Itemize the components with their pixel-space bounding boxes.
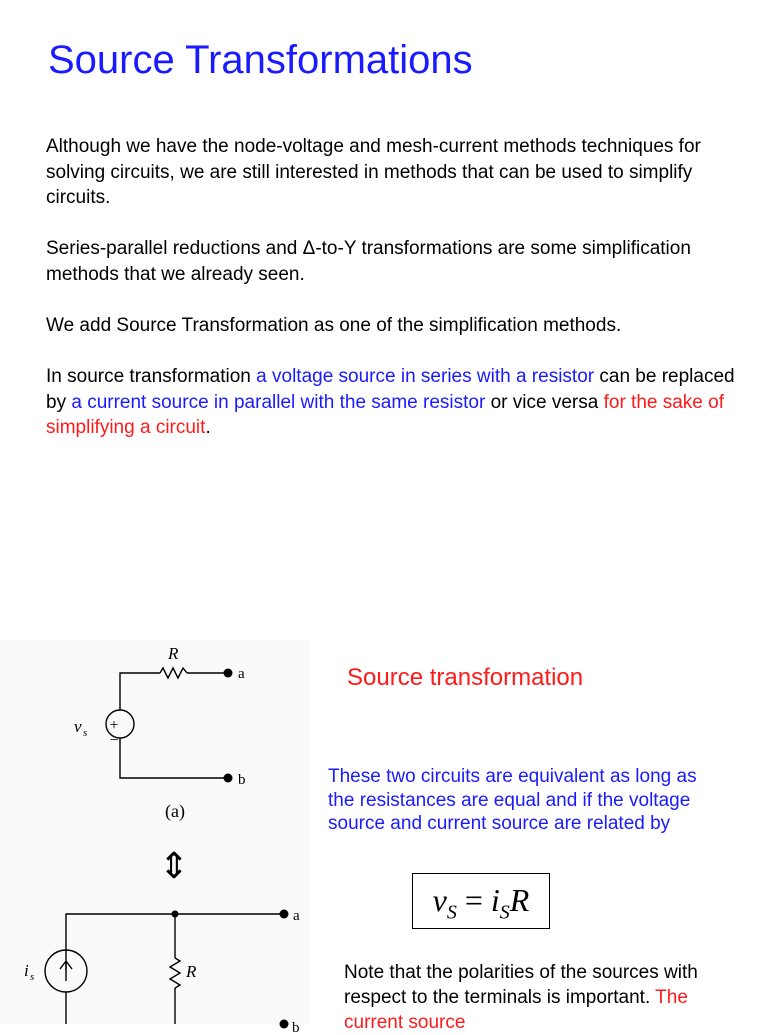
equation-box [412,873,550,929]
terminal-a2-dot [280,910,289,919]
equation-lhs-subscript: S [446,901,457,924]
circuit-figure [0,640,310,1035]
terminal-a-label: a [238,666,245,682]
equivalence-text: These two circuits are equivalent as long as the resistances are equal and if the voltage source and current source are related by [328,766,697,834]
equation-rhs-subscript: S [499,901,510,924]
plus-sign: + [109,717,119,734]
equation-rhs-tail: R [509,882,530,918]
definition-highlight-voltage: a voltage source in series with a resistor [256,366,595,387]
voltage-source-subscript: s [83,727,88,739]
note-highlight: The current source [344,987,688,1033]
circuit-diagram [0,640,310,1035]
current-source-subscript: s [30,971,35,983]
terminal-a2-label: a [293,908,300,924]
section-subtitle: Source transformation [347,664,584,691]
equivalence-arrow: ⇕ [158,846,190,886]
definition-text: . [205,417,211,438]
note-text: Note that the polarities of the sources with respect to the terminals is important. [344,962,698,1008]
definition-highlight-purpose: for the sake of simplifying a circuit [46,391,724,438]
equation-rhs: i [490,882,500,918]
paragraph-reductions: Series-parallel reductions and Δ-to-Y transformations are some simplification methods that we already seen. [46,238,691,285]
page-title: Source Transformations [48,38,473,82]
equation-equals: = [456,882,491,918]
definition-text: In source transformation [46,366,257,387]
caption-a: (a) [165,801,185,821]
equation-lhs: v [432,882,447,918]
resistor-label: R [168,644,179,663]
resistor2-label: R [186,962,197,981]
resistor-r2-symbol [170,958,180,988]
current-arrow-symbol [60,961,72,981]
terminal-b-dot [224,774,233,783]
wire-top-left [120,673,160,710]
terminal-b2-label: b [292,1020,300,1035]
paragraph-definition [46,364,736,441]
definition-highlight-current: a current source in parallel with the same resistor [71,391,486,413]
paragraph-intro: Although we have the node-voltage and mesh-current methods techniques for solving circuits, we are still interested in methods that can be used to simplify circuits. [46,136,701,208]
resistor-r-symbol [160,668,187,678]
polarity-note [344,960,734,1035]
wire-bottom [120,738,228,778]
terminal-b-label: b [238,772,246,788]
node-dot [172,911,179,918]
terminal-b2-dot [280,1020,289,1029]
terminal-a-dot [224,669,233,678]
voltage-source-label: v [74,717,82,736]
paragraph-add: We add Source Transformation as one of the simplification methods. [46,315,622,336]
current-source-label: i [24,961,29,980]
minus-sign: − [109,732,119,749]
definition-text: can be replaced by [46,366,735,413]
definition-text: or vice versa [485,391,604,413]
